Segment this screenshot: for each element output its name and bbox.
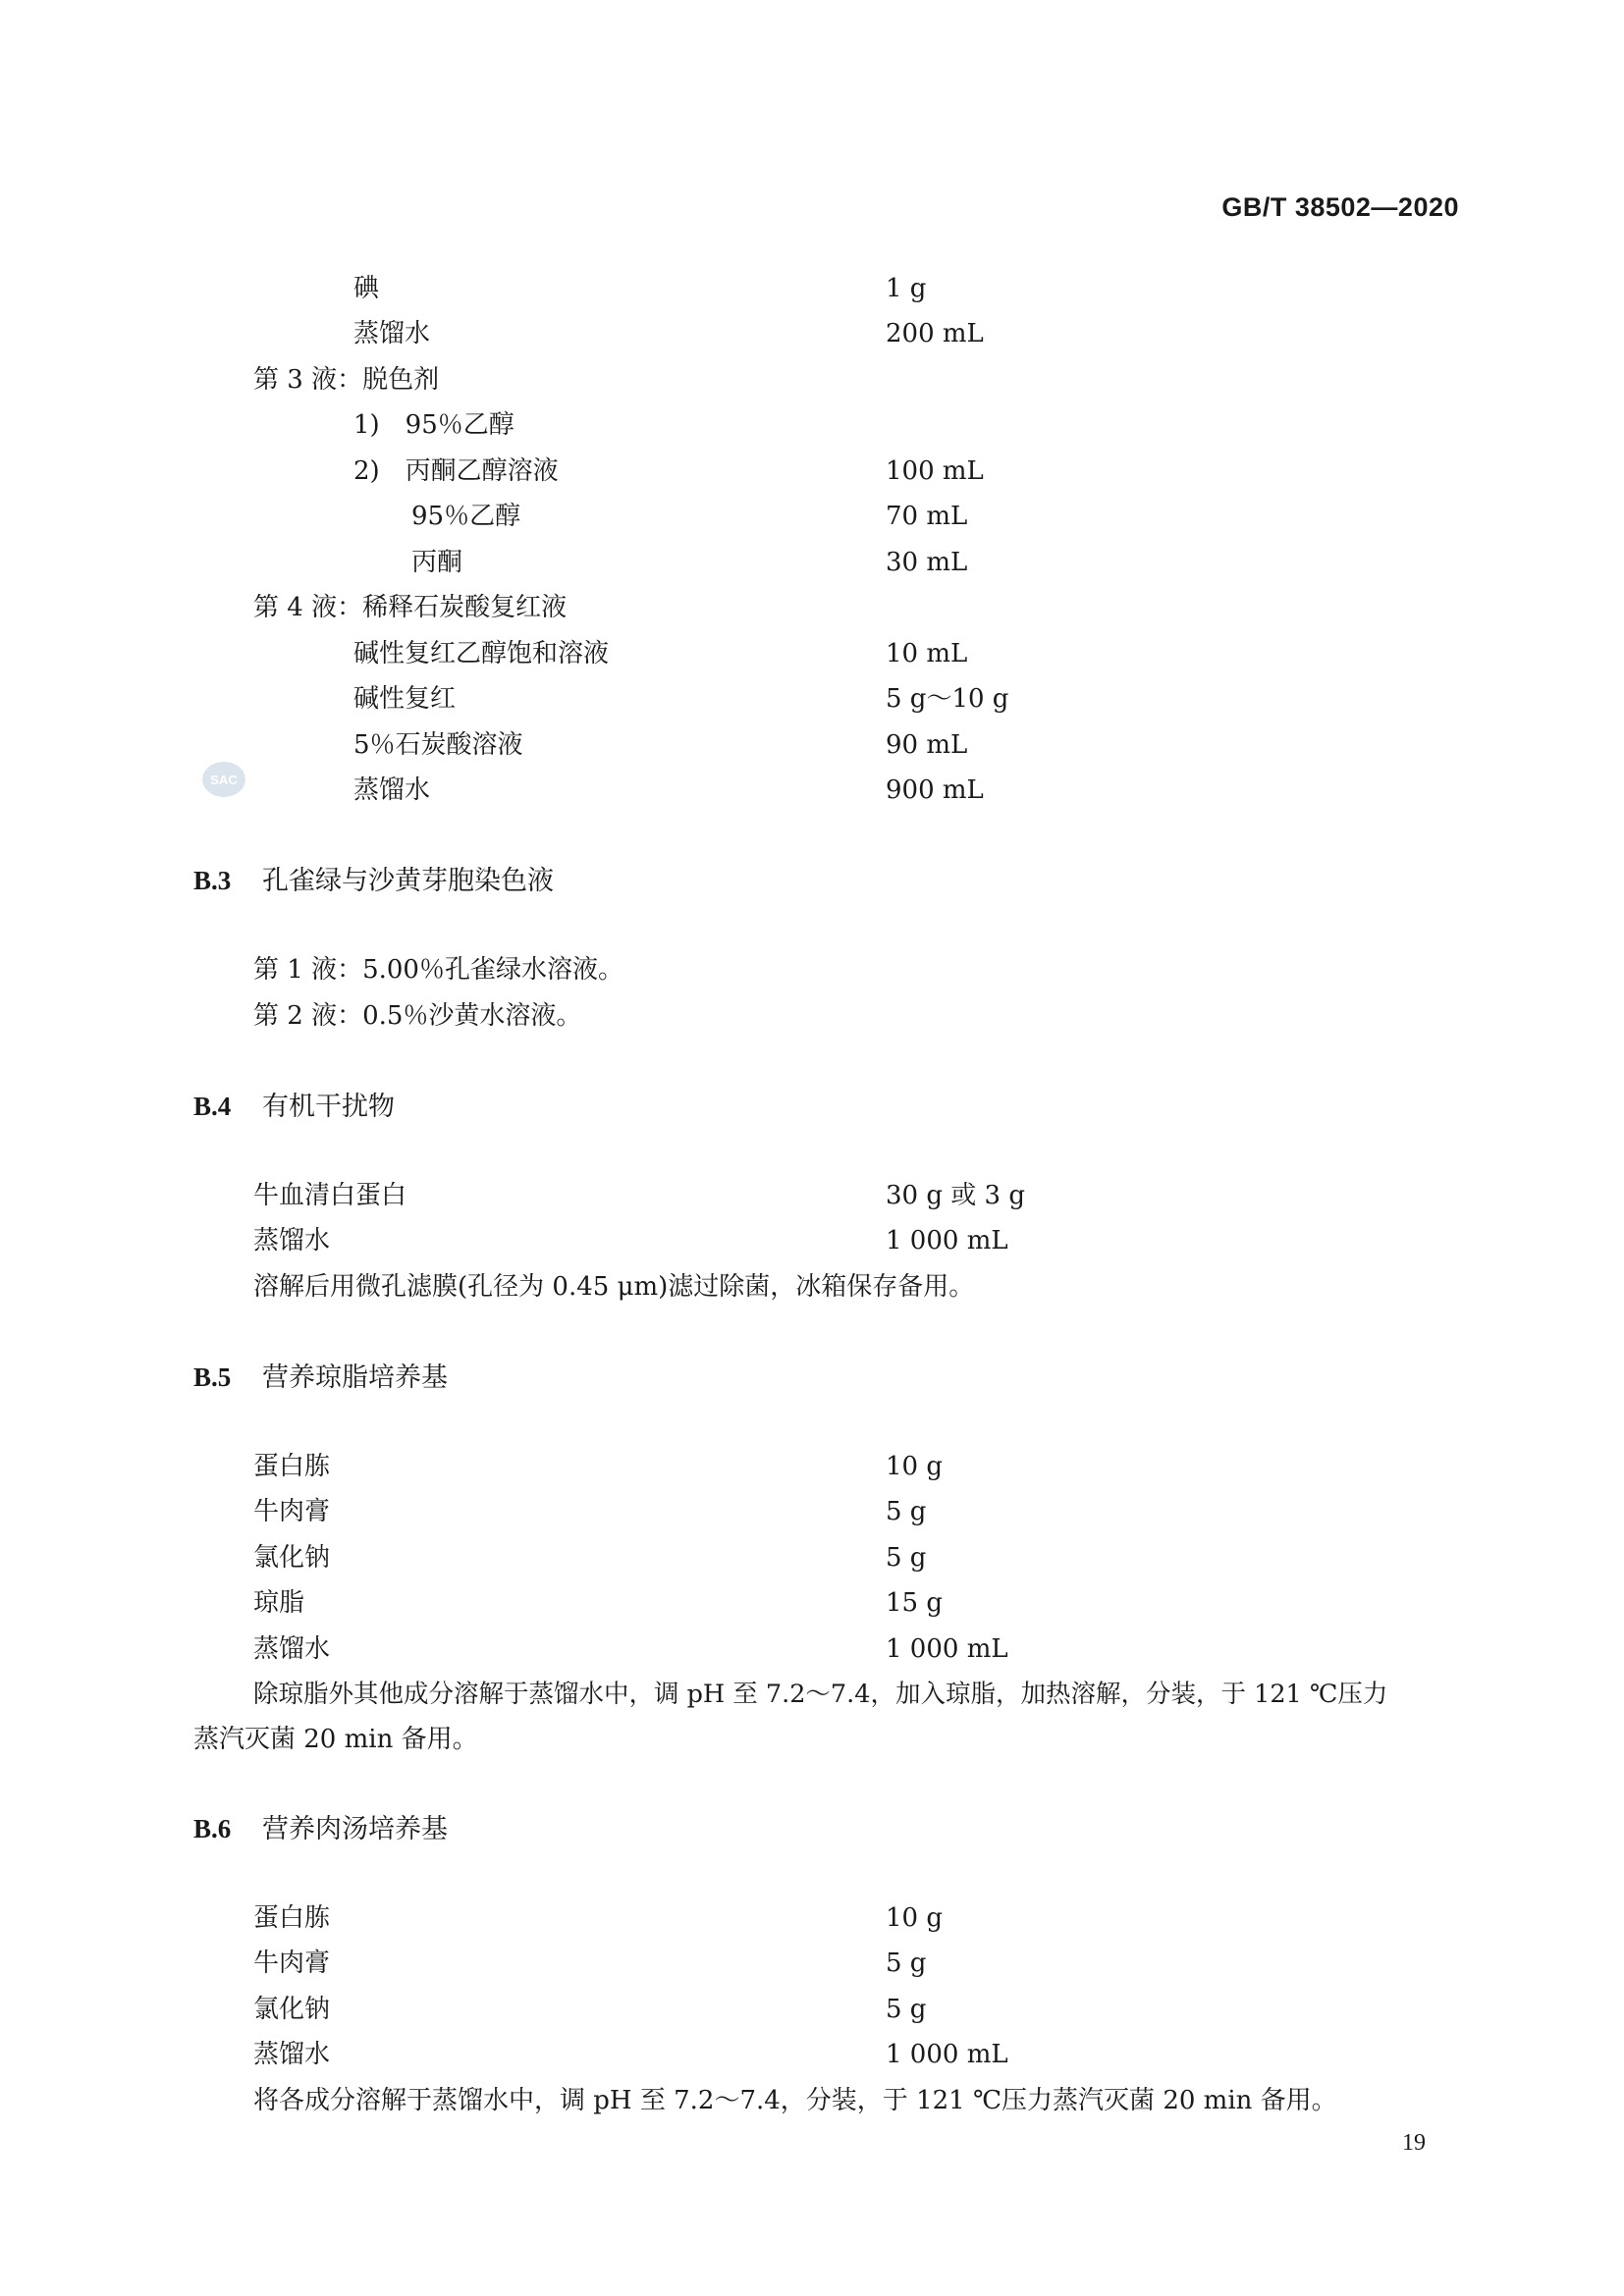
ingredient-name: 蒸馏水 <box>353 775 431 805</box>
ingredient-amount: 70 mL <box>886 502 968 531</box>
standard-code: GB/T 38502—2020 <box>1221 192 1459 222</box>
ingredient-name: 5％石炭酸溶液 <box>353 730 523 760</box>
ingredient-amount: 10 mL <box>886 639 968 668</box>
ingredient-name: 碱性复红乙醇饱和溶液 <box>353 639 610 668</box>
paragraph-line: 第 2 液：0.5％沙黄水溶液。 <box>253 1001 582 1031</box>
ingredient-amount: 30 mL <box>886 548 968 577</box>
ingredient-amount: 90 mL <box>886 730 968 760</box>
ingredient-amount: 5 g <box>886 1949 927 1978</box>
ingredient-amount: 30 g 或 3 g <box>886 1181 1025 1210</box>
liquid4-title: 第 4 液：稀释石炭酸复红液 <box>253 593 568 622</box>
ingredient-name: 蒸馏水 <box>253 2040 331 2069</box>
ingredient-name: 氯化钠 <box>253 1995 331 2024</box>
ingredient-row <box>353 311 430 356</box>
ingredient-name: 氯化钠 <box>253 1543 331 1573</box>
paragraph-line: 蒸汽灭菌 20 min 备用。 <box>193 1725 478 1754</box>
ingredient-name: 碘 <box>353 274 380 303</box>
ingredient-amount: 100 mL <box>886 456 984 486</box>
ingredient-name: 蛋白胨 <box>253 1452 331 1481</box>
ingredient-amount: 15 g <box>886 1588 943 1618</box>
ingredient-name: 牛血清白蛋白 <box>253 1181 407 1210</box>
paragraph-line: 第 1 液：5.00％孔雀绿水溶液。 <box>253 955 623 985</box>
section-title: 营养肉汤培养基 <box>262 1814 448 1844</box>
page-number: 19 <box>1402 2130 1426 2156</box>
section-heading-b6 <box>193 1804 448 1853</box>
ingredient-amount: 1 000 mL <box>886 1226 1008 1255</box>
ingredient-amount: 5 g <box>886 1995 927 2024</box>
ingredient-amount: 1 g <box>886 274 927 303</box>
liquid3-title: 第 3 液：脱色剂 <box>253 365 440 395</box>
sac-logo-watermark <box>201 760 246 799</box>
section-title: 营养琼脂培养基 <box>262 1362 448 1393</box>
section-heading-b4 <box>193 1082 395 1131</box>
section-number: B.6 <box>193 1814 232 1843</box>
paragraph-line: 溶解后用微孔滤膜(孔径为 0.45 μm)滤过除菌，冰箱保存备用。 <box>253 1272 975 1302</box>
ingredient-name: 蒸馏水 <box>253 1634 331 1664</box>
ingredient-amount: 5 g <box>886 1543 927 1573</box>
ingredient-row <box>353 266 379 311</box>
ingredient-name: 牛肉膏 <box>253 1497 331 1526</box>
svg-text:SAC: SAC <box>210 773 238 787</box>
section-title: 孔雀绿与沙黄芽胞染色液 <box>262 866 554 896</box>
liquid3-subitem: 95％乙醇 <box>411 502 521 531</box>
ingredient-name: 蒸馏水 <box>253 1226 331 1255</box>
section-number: B.3 <box>193 866 232 895</box>
ingredient-amount: 1 000 mL <box>886 1634 1008 1664</box>
ingredient-amount: 10 g <box>886 1452 943 1481</box>
ingredient-name: 碱性复红 <box>353 684 457 714</box>
liquid3-subitem: 丙酮 <box>411 548 463 577</box>
ingredient-name: 蛋白胨 <box>253 1903 331 1933</box>
liquid3-item: 1) 95％乙醇 <box>353 410 514 440</box>
ingredient-amount: 200 mL <box>886 319 984 348</box>
ingredient-amount: 5 g <box>886 1497 927 1526</box>
section-number: B.4 <box>193 1092 232 1121</box>
section-heading-b3 <box>193 856 554 905</box>
ingredient-amount: 1 000 mL <box>886 2040 1008 2069</box>
ingredient-name: 牛肉膏 <box>253 1949 331 1978</box>
section-heading-b5 <box>193 1353 448 1402</box>
paragraph-line: 除琼脂外其他成分溶解于蒸馏水中，调 pH 至 7.2～7.4，加入琼脂，加热溶解，分装，于 121 ℃压力 <box>253 1680 1388 1709</box>
ingredient-name: 琼脂 <box>253 1588 305 1618</box>
section-number: B.5 <box>193 1362 232 1392</box>
section-title: 有机干扰物 <box>262 1092 395 1122</box>
paragraph-line: 将各成分溶解于蒸馏水中，调 pH 至 7.2～7.4，分装，于 121 ℃压力蒸汽灭菌 20 min 备用。 <box>253 2086 1337 2115</box>
ingredient-amount: 5 g～10 g <box>886 684 1009 714</box>
ingredient-amount: 10 g <box>886 1903 943 1933</box>
ingredient-amount: 900 mL <box>886 775 984 805</box>
ingredient-name: 蒸馏水 <box>353 319 431 348</box>
liquid3-item: 2) 丙酮乙醇溶液 <box>353 456 559 486</box>
